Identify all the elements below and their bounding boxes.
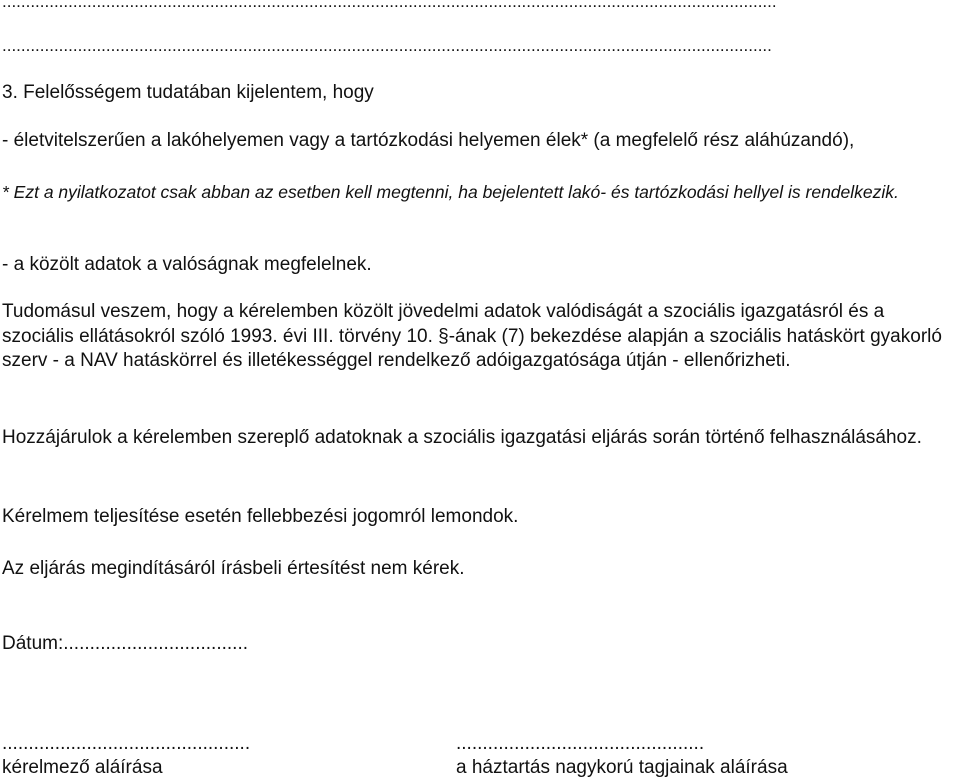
statement-data-truth: - a közölt adatok a valóságnak megfelelnek. — [2, 254, 372, 275]
acknowledgement-paragraph: Tudomásul veszem, hogy a kérelemben közölt jövedelmi adatok valódiságát a szociális igazgatásról és a szociális ellátásokról szóló 1993. évi III. törvény 10. §-ának (7) bekezdése alapján a szociális hatáskört gyakorló szerv - a NAV hatáskörrel és illetékességgel rendelkező adóigazgatósága útján - ellenőrizheti. — [2, 301, 942, 371]
consent-paragraph: Hozzájárulok a kérelemben szereplő adatoknak a szociális igazgatási eljárás során történő felhasználásához. — [2, 427, 922, 448]
statement-residence-note: * Ezt a nyilatkozatot csak abban az esetben kell megtenni, ha bejelentett lakó- és tartózkodási hellyel is rendelkezik. — [2, 182, 899, 202]
top-dotted-line-2: ................................................................................................................................................................... — [2, 36, 772, 55]
date-field: Dátum:................................... — [2, 633, 248, 654]
top-dotted-line-1: .................................................................................................................................................................... — [2, 0, 777, 11]
appeal-waiver-paragraph: Kérelmem teljesítése esetén fellebbezési jogomról lemondok. — [2, 506, 519, 527]
statement-residence-text: - életvitelszerűen a lakóhelyemen vagy a tartózkodási helyemen élek* (a megfelelő rész aláhúzandó), — [2, 130, 855, 151]
statement-residence — [2, 129, 950, 154]
household-signature-line: ............................................... — [456, 733, 705, 754]
notification-waiver-paragraph: Az eljárás megindításáról írásbeli értesítést nem kérek. — [2, 558, 465, 579]
household-signature-label: a háztartás nagykorú tagjainak aláírása — [456, 757, 788, 778]
applicant-signature-label: kérelmező aláírása — [2, 757, 163, 778]
section-heading: 3. Felelősségem tudatában kijelentem, hogy — [2, 82, 374, 103]
applicant-signature-line: ............................................... — [2, 733, 251, 754]
